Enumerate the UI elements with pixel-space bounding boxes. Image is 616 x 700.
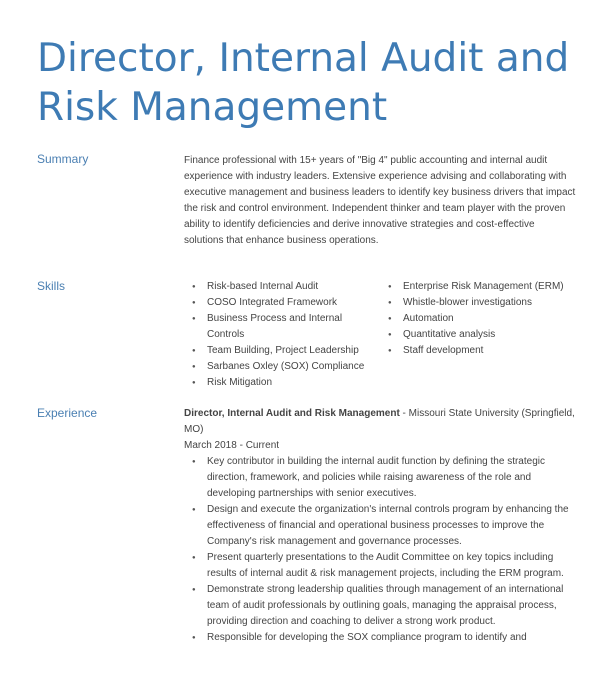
skill-item: ● Automation: [380, 311, 576, 327]
skill-item: ● Business Process and Internal Controls: [184, 311, 380, 343]
job-bullets: [184, 454, 576, 646]
skill-item: ● Quantitative analysis: [380, 327, 576, 343]
job-bullet: ● Demonstrate strong leadership qualities through management of an international team of audit professionals by outlining goals, managing the appraisal process, providing direction and coaching to deliver a strong work product.: [184, 582, 576, 630]
skills-section: [184, 279, 576, 391]
skills-column-1: [184, 279, 380, 391]
experience-section: [184, 406, 576, 646]
skills-column-2: [380, 279, 576, 391]
skill-item: ● Risk Mitigation: [184, 375, 380, 391]
employer: Missouri State University (Springfield, MO): [184, 408, 575, 435]
job-title: Director, Internal Audit and Risk Management: [184, 408, 400, 419]
job-separator: -: [399, 408, 409, 419]
job-heading: [184, 406, 576, 438]
job-bullet: ● Design and execute the organization's internal controls program by enhancing the effectiveness of financial and operational business processes to improve the Company's risk management and governance processes.: [184, 502, 576, 550]
job-bullet: ● Responsible for developing the SOX compliance program to identify and: [184, 630, 576, 646]
skill-item: ● COSO Integrated Framework: [184, 295, 380, 311]
skill-item: ● Whistle-blower investigations: [380, 295, 576, 311]
summary-text: Finance professional with 15+ years of "Big 4" public accounting and internal audit experience with industry leaders. Extensive experience advising and collaborating with executive management and business leaders to identify key business drivers that impact the risk and control environment. Independent thinker and team player with the proven ability to identify deficiencies and derive innovative strategies and cost-effective solutions that enhance business operations.: [184, 155, 576, 246]
skill-item: ● Sarbanes Oxley (SOX) Compliance: [184, 359, 380, 375]
job-dates: March 2018 - Current: [184, 440, 280, 451]
skill-item: ● Risk-based Internal Audit: [184, 279, 380, 295]
skill-item: ● Enterprise Risk Management (ERM): [380, 279, 576, 295]
job-bullet: ● Present quarterly presentations to the Audit Committee on key topics including results of internal audit & risk management projects, including the ERM program.: [184, 550, 576, 582]
page-title: Director, Internal Audit and Risk Management: [37, 36, 570, 130]
skill-item: ● Staff development: [380, 343, 576, 359]
skills-label: Skills: [37, 279, 66, 293]
skill-item: ● Team Building, Project Leadership: [184, 343, 380, 359]
experience-label: Experience: [37, 406, 98, 420]
summary-section: [184, 153, 576, 249]
summary-label: Summary: [37, 152, 89, 166]
job-bullet: ● Key contributor in building the internal audit function by defining the strategic direction, framework, and policies while raising awareness of the role and developing partnerships with senior executives.: [184, 454, 576, 502]
